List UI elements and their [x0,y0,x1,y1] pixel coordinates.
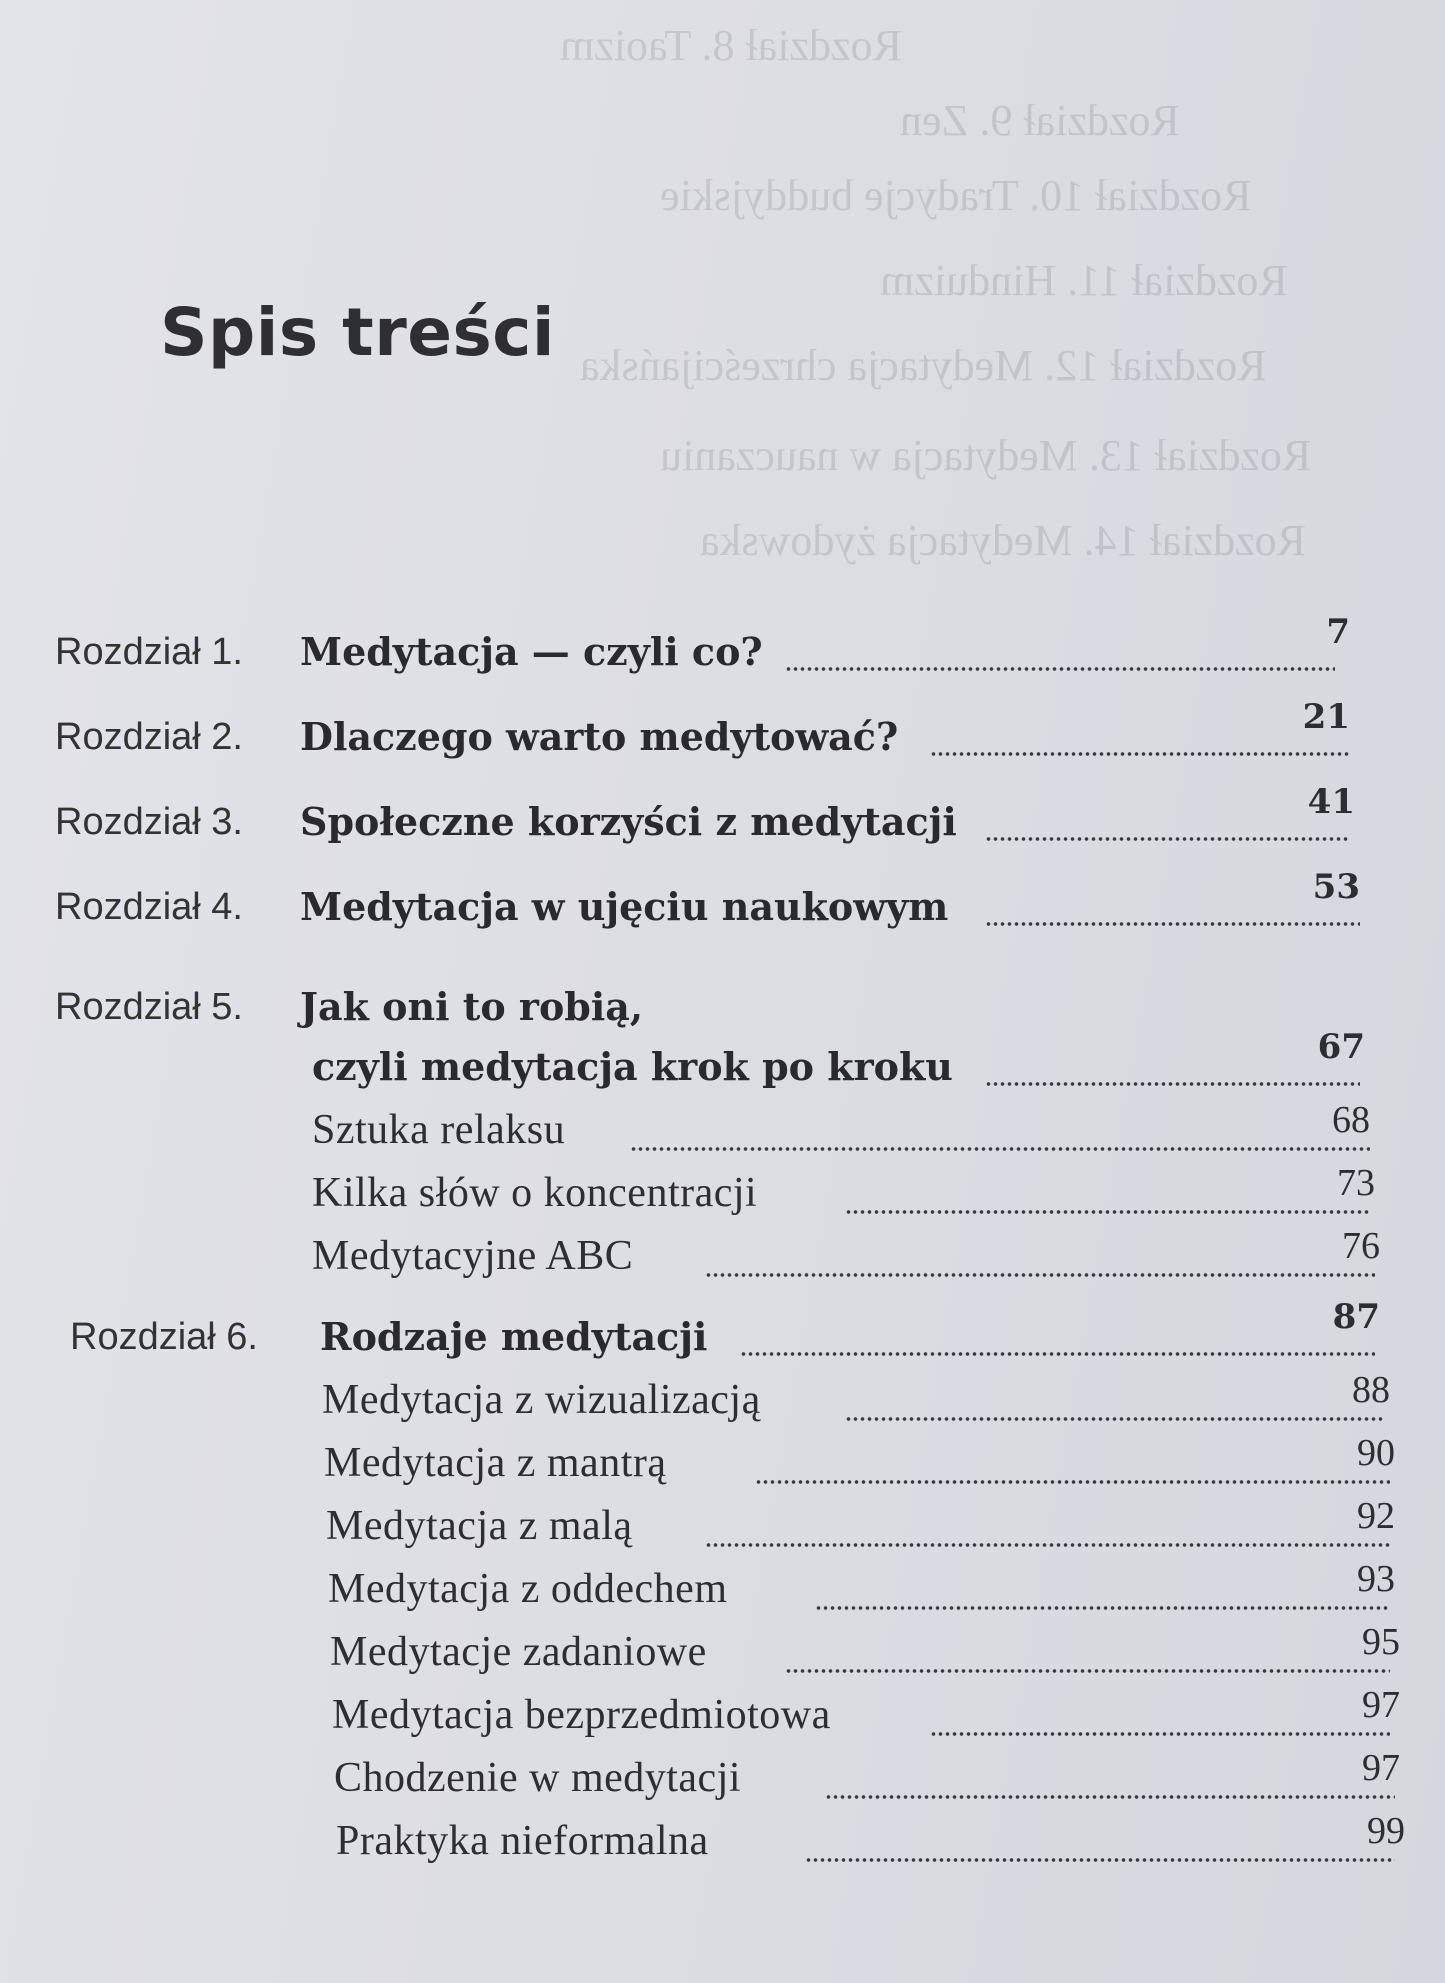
chapter-label: Rozdział 6. [70,1316,258,1358]
toc-chapter-row [0,782,1445,850]
chapter-label: Rozdział 1. [55,631,243,673]
show-through-text: Rozdział 12. Medytacja chrześcijańska [580,341,1267,390]
chapter-title: Rodzaje medytacji [320,1314,708,1359]
section-title: Kilka słów o koncentracji [312,1170,758,1216]
dot-leader [845,1416,1385,1422]
dot-leader [825,1794,1395,1800]
page-number: 41 [1307,782,1355,822]
section-title: Medytacja bezprzedmiotowa [332,1692,831,1738]
toc-section-row [0,1433,1445,1493]
chapter-title: Społeczne korzyści z medytacji [300,799,957,844]
page-number: 88 [1352,1369,1390,1411]
toc-section-row [0,1748,1445,1808]
toc-section-row [0,1496,1445,1556]
dot-leader [740,1351,1375,1357]
page-number: 76 [1342,1225,1380,1267]
dot-leader [930,1731,1390,1737]
toc-section-row [0,1226,1445,1286]
toc-chapter-row-cont [0,1027,1445,1095]
toc-chapter-row [0,867,1445,935]
toc-chapter-row [0,1297,1445,1365]
show-through-text: Rozdział 13. Medytacja w nauczaniu [660,431,1312,480]
page-number: 99 [1367,1810,1405,1852]
page-number: 95 [1362,1621,1400,1663]
page-number: 53 [1312,867,1360,907]
toc-section-row [0,1811,1445,1871]
show-through-text: Rozdział 8. Taoizm [560,21,902,70]
section-title: Medytacja z mantrą [324,1440,667,1486]
toc-section-row [0,1622,1445,1682]
page-number: 21 [1302,697,1350,737]
chapter-title: Medytacja — czyli co? [300,629,763,674]
dot-leader [845,1209,1370,1215]
section-title: Medytacje zadaniowe [330,1629,707,1675]
dot-leader [930,751,1350,757]
toc-section-row [0,1559,1445,1619]
chapter-label: Rozdział 4. [55,886,243,928]
page-number: 73 [1337,1162,1375,1204]
dot-leader [705,1272,1375,1278]
page-number: 93 [1357,1558,1395,1600]
page-title: Spis treści [160,294,556,372]
section-title: Chodzenie w medytacji [334,1755,742,1801]
toc-chapter-row [0,975,1445,1035]
section-title: Sztuka relaksu [312,1107,566,1153]
chapter-label: Rozdział 5. [55,986,243,1028]
toc-chapter-row [0,697,1445,765]
show-through-text: Rozdział 10. Tradycje buddyjskie [660,171,1252,220]
dot-leader [985,1081,1360,1087]
dot-leader [755,1479,1390,1485]
section-title: Medytacja z wizualizacją [322,1377,761,1423]
toc-chapter-row [0,612,1445,680]
chapter-title-continued: czyli medytacja krok po kroku [312,1044,953,1089]
dot-leader [985,921,1360,927]
toc-section-row [0,1163,1445,1223]
page-number: 97 [1362,1684,1400,1726]
toc-section-row [0,1685,1445,1745]
dot-leader [705,1542,1390,1548]
chapter-label: Rozdział 3. [55,801,243,843]
section-title: Medytacja z oddechem [328,1566,728,1612]
section-title: Praktyka nieformalna [336,1818,709,1864]
dot-leader [985,836,1350,842]
page-number: 87 [1332,1297,1380,1337]
page-number: 68 [1332,1099,1370,1141]
toc-section-row [0,1100,1445,1160]
toc-section-row [0,1370,1445,1430]
dot-leader [785,1668,1390,1674]
page-number: 97 [1362,1747,1400,1789]
show-through-text: Rozdział 11. Hinduizm [880,256,1288,305]
chapter-title: Jak oni to robią, [300,984,644,1029]
page-number: 7 [1326,612,1350,652]
page-number: 92 [1357,1495,1395,1537]
page-number: 90 [1357,1432,1395,1474]
section-title: Medytacja z malą [326,1503,633,1549]
section-title: Medytacyjne ABC [312,1233,634,1279]
dot-leader [815,1605,1390,1611]
dot-leader [630,1146,1370,1152]
dot-leader [785,666,1335,672]
chapter-label: Rozdział 2. [55,716,243,758]
dot-leader [805,1857,1395,1863]
show-through-text: Rozdział 14. Medytacja żydowska [700,516,1307,565]
chapter-title: Medytacja w ujęciu naukowym [300,884,949,929]
page-number: 67 [1317,1027,1365,1067]
chapter-title: Dlaczego warto medytować? [300,714,899,759]
show-through-text: Rozdział 9. Zen [900,96,1180,145]
